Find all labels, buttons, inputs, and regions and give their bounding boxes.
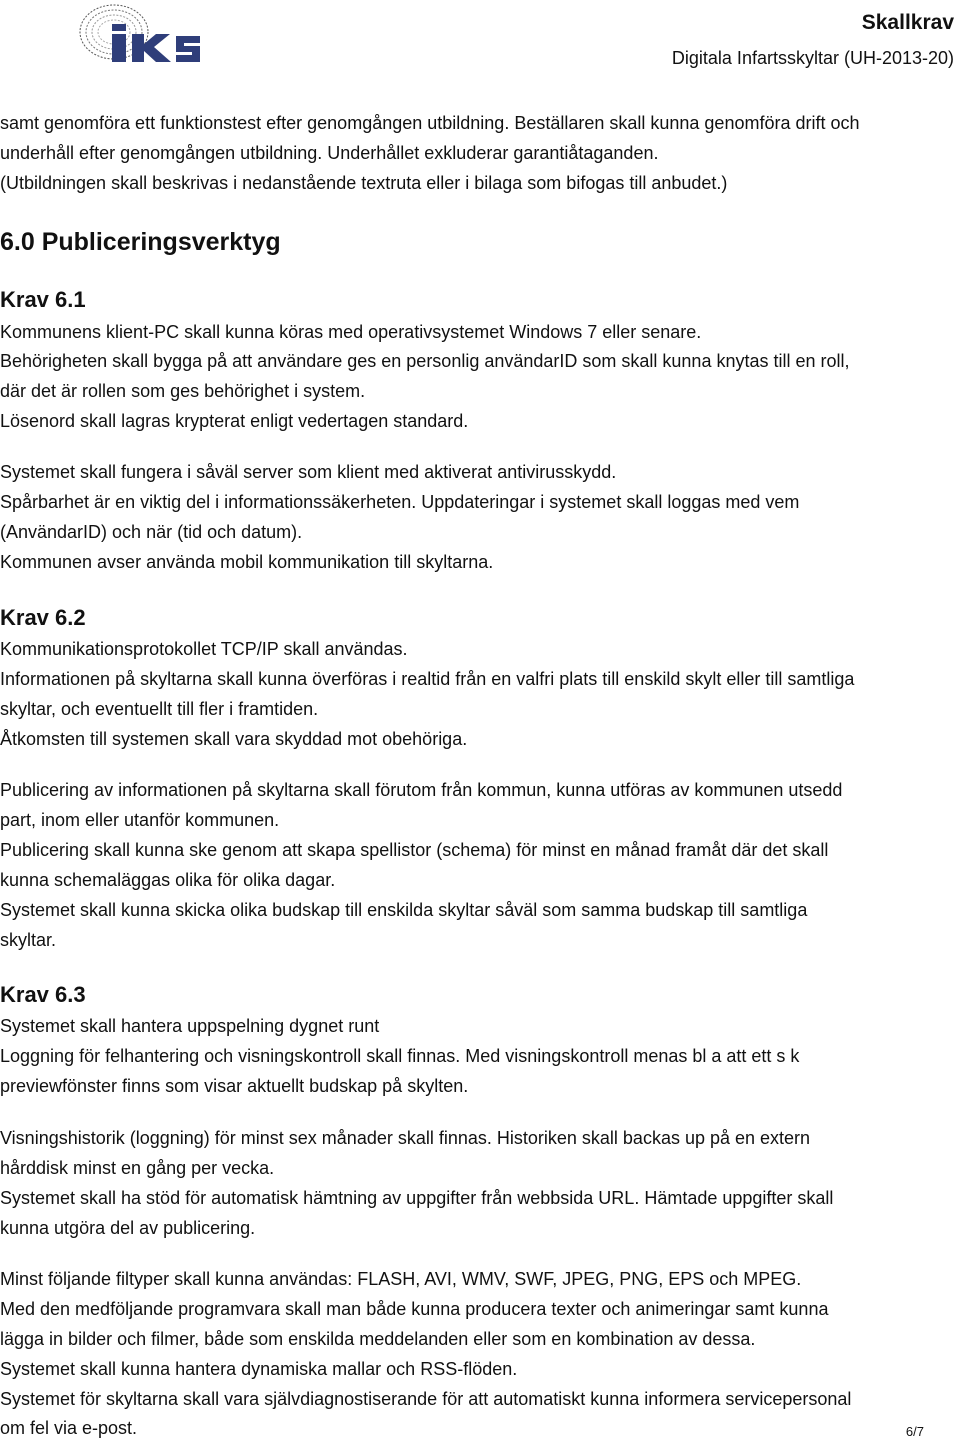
- document-subtitle: Digitala Infartsskyltar (UH-2013-20): [671, 48, 954, 68]
- logo-graphic: [76, 0, 206, 70]
- requirement-line: Med den medföljande programvara skall man både kunna producera texter och animeringar samt kunna: [0, 1299, 829, 1319]
- requirement-line: skyltar.: [0, 930, 57, 950]
- intro-line: underhåll efter genomgången utbildning. Underhållet exkluderar garantiåtaganden.: [0, 143, 659, 163]
- requirement-line: Publicering skall kunna ske genom att skapa spellistor (schema) för minst en månad framåt där det skall: [0, 840, 829, 860]
- requirement-line: Lösenord skall lagras krypterat enligt vedertagen standard.: [0, 411, 469, 431]
- requirement-line: Systemet skall kunna hantera dynamiska mallar och RSS-flöden.: [0, 1359, 518, 1379]
- requirement-heading: Krav 6.1: [0, 287, 86, 312]
- requirement-line: kunna schemaläggas olika för olika dagar.: [0, 870, 336, 890]
- requirement-line: om fel via e-post.: [0, 1418, 138, 1438]
- requirement-line: Systemet skall ha stöd för automatisk hämtning av uppgifter från webbsida URL. Hämtade uppgifter skall: [0, 1188, 834, 1208]
- requirement-heading: Krav 6.2: [0, 605, 86, 630]
- requirement-line: Systemet för skyltarna skall vara självdiagnostiserande för att automatiskt kunna informera servicepersonal: [0, 1389, 852, 1409]
- iks-logo: [76, 0, 206, 70]
- intro-line: (Utbildningen skall beskrivas i nedanstående textruta eller i bilaga som bifogas till anbudet.): [0, 173, 728, 193]
- document-title: Skallkrav: [861, 11, 954, 34]
- requirement-heading: Krav 6.3: [0, 982, 86, 1007]
- requirement-line: previewfönster finns som visar aktuellt budskap på skylten.: [0, 1076, 469, 1096]
- requirement-line: Behörigheten skall bygga på att användare ges en personlig användarID som skall kunna knytas till en roll,: [0, 351, 850, 371]
- requirement-line: Publicering av informationen på skyltarna skall förutom från kommun, kunna utföras av kommunen utsedd: [0, 780, 843, 800]
- requirement-line: part, inom eller utanför kommunen.: [0, 810, 280, 830]
- requirement-line: Systemet skall fungera i såväl server som klient med aktiverat antivirusskydd.: [0, 462, 617, 482]
- requirement-line: skyltar, och eventuellt till fler i framtiden.: [0, 699, 319, 719]
- requirement-line: Kommunens klient-PC skall kunna köras med operativsystemet Windows 7 eller senare.: [0, 322, 702, 342]
- requirement-line: hårddisk minst en gång per vecka.: [0, 1158, 275, 1178]
- section-heading: 6.0 Publiceringsverktyg: [0, 228, 281, 256]
- requirement-line: där det är rollen som ges behörighet i system.: [0, 381, 366, 401]
- requirement-line: Loggning för felhantering och visningskontroll skall finnas. Med visningskontroll menas bl a att ett s k: [0, 1046, 800, 1066]
- requirement-line: Systemet skall hantera uppspelning dygnet runt: [0, 1016, 380, 1036]
- requirement-line: Informationen på skyltarna skall kunna överföras i realtid från en valfri plats till enskild skylt eller till samtliga: [0, 669, 855, 689]
- requirement-line: Kommunikationsprotokollet TCP/IP skall användas.: [0, 639, 408, 659]
- requirement-line: Systemet skall kunna skicka olika budskap till enskilda skyltar såväl som samma budskap till samtliga: [0, 900, 808, 920]
- intro-line: samt genomföra ett funktionstest efter genomgången utbildning. Beställaren skall kunna genomföra drift och: [0, 113, 860, 133]
- requirement-line: Åtkomsten till systemen skall vara skyddad mot obehöriga.: [0, 729, 468, 749]
- page-number: 6/7: [905, 1424, 924, 1439]
- requirement-line: kunna utgöra del av publicering.: [0, 1218, 256, 1238]
- requirement-line: Minst följande filtyper skall kunna användas: FLASH, AVI, WMV, SWF, JPEG, PNG, EPS och MPEG.: [0, 1269, 802, 1289]
- requirement-line: Spårbarhet är en viktig del i informationssäkerheten. Uppdateringar i systemet skall loggas med vem: [0, 492, 800, 512]
- requirement-line: lägga in bilder och filmer, både som enskilda meddelanden eller som en kombination av dessa.: [0, 1329, 756, 1349]
- requirement-line: (AnvändarID) och när (tid och datum).: [0, 522, 303, 542]
- requirement-line: Visningshistorik (loggning) för minst sex månader skall finnas. Historiken skall backas up på en extern: [0, 1128, 811, 1148]
- requirement-line: Kommunen avser använda mobil kommunikation till skyltarna.: [0, 552, 494, 572]
